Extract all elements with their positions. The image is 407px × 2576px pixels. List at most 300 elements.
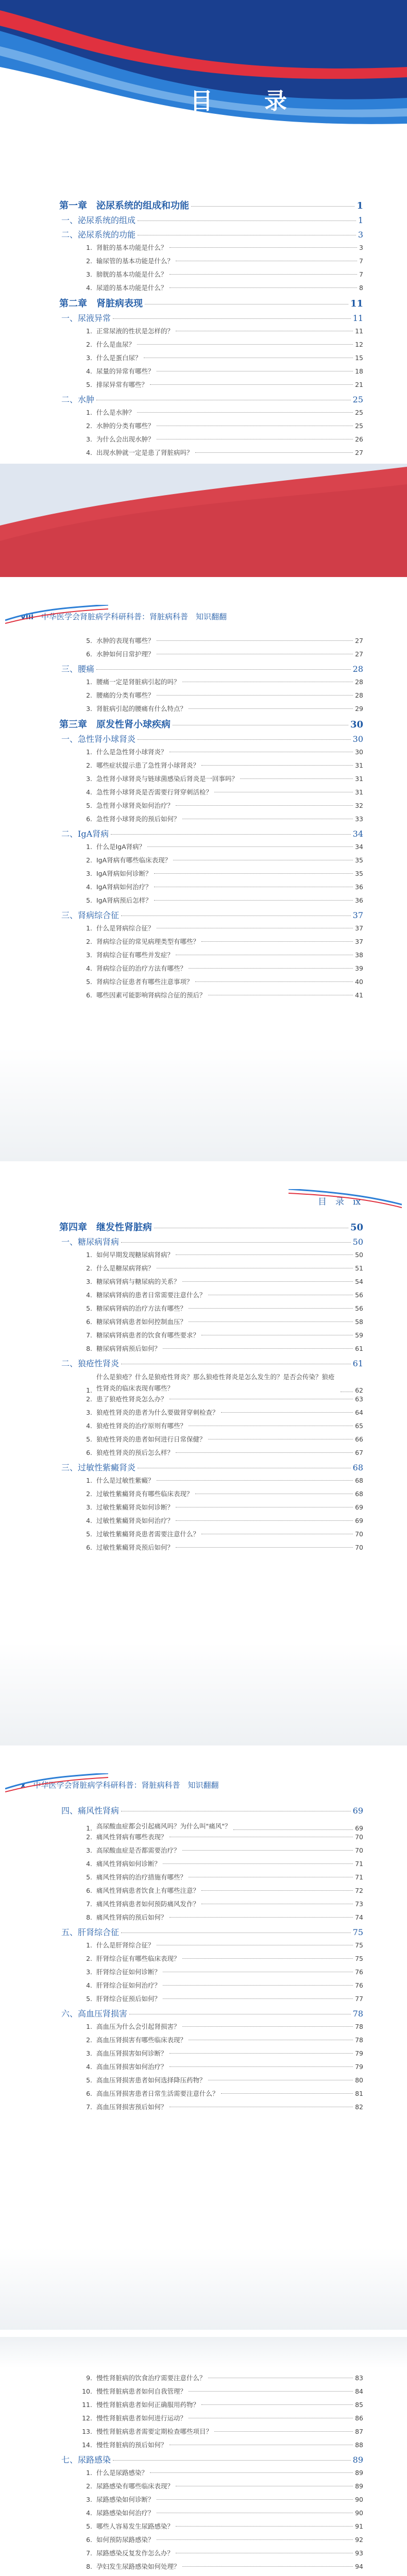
toc-page-1 xyxy=(0,0,407,577)
toc-entry-title: 肾脏的基本功能是什么？ xyxy=(96,244,167,251)
toc-page-number: 54 xyxy=(355,1278,363,1285)
toc-question[interactable] xyxy=(59,1954,363,1967)
dot-leader xyxy=(201,765,353,766)
toc-question[interactable] xyxy=(59,1434,363,1448)
dot-leader xyxy=(189,1308,353,1309)
toc-entry-title: 什么是糖尿病肾病？ xyxy=(96,1264,155,1272)
toc-section[interactable] xyxy=(59,1461,363,1476)
toc-page-number: 31 xyxy=(355,761,363,769)
toc-entry-title: 尿道的基本功能是什么？ xyxy=(96,284,167,292)
toc-entry-title: 过敏性紫癜肾炎如何诊断？ xyxy=(96,1503,174,1511)
toc-section[interactable] xyxy=(59,909,363,923)
toc-page-number: 30 xyxy=(355,748,363,756)
toc-entry-title: 膀胱的基本功能是什么？ xyxy=(96,270,167,278)
toc-question[interactable] xyxy=(59,408,363,421)
dot-leader xyxy=(169,287,358,288)
toc-question-number: 7. xyxy=(86,2549,92,2557)
dot-leader xyxy=(147,846,353,847)
toc-page-number: 90 xyxy=(355,2496,363,2503)
dot-leader xyxy=(121,1242,351,1243)
toc-question[interactable] xyxy=(59,801,363,814)
toc-question[interactable] xyxy=(59,1290,363,1303)
toc-question[interactable] xyxy=(59,1489,363,1502)
toc-question-number: 2. xyxy=(86,856,92,864)
toc-question[interactable] xyxy=(59,1408,363,1421)
cover-wave-art xyxy=(0,0,407,155)
toc-question-number: 4. xyxy=(86,1517,92,1524)
toc-page-number: 11 xyxy=(355,327,363,335)
toc-question[interactable] xyxy=(59,760,363,774)
toc-page-number: 68 xyxy=(355,1490,363,1498)
toc-section[interactable] xyxy=(59,1235,363,1250)
toc-page-number: 76 xyxy=(355,1968,363,1976)
toc-entry-title: 尿路感染如何诊断？ xyxy=(96,2496,155,2503)
toc-question[interactable] xyxy=(59,1371,363,1394)
toc-question-number: 4. xyxy=(86,449,92,456)
toc-section[interactable] xyxy=(59,393,363,408)
toc-page-number: 36 xyxy=(355,896,363,904)
toc-question-number: 5. xyxy=(86,2076,92,2084)
dot-leader xyxy=(201,941,353,942)
toc-question[interactable] xyxy=(59,2089,363,2102)
toc-question[interactable] xyxy=(59,380,363,393)
toc-list xyxy=(59,1804,363,2115)
toc-question[interactable] xyxy=(59,2062,363,2075)
toc-question[interactable] xyxy=(59,963,363,977)
toc-question[interactable] xyxy=(59,1819,363,1832)
toc-list xyxy=(59,198,363,461)
toc-question[interactable] xyxy=(59,649,363,663)
header-swoosh-art xyxy=(5,605,108,625)
toc-question[interactable] xyxy=(59,895,363,909)
toc-page-number: 37 xyxy=(352,910,363,920)
toc-question[interactable] xyxy=(59,2373,363,2386)
toc-question[interactable] xyxy=(59,950,363,963)
toc-question-number: 4. xyxy=(86,1981,92,1989)
toc-page-number: 74 xyxy=(355,1913,363,1921)
toc-entry-title: 肝肾综合征如何治疗？ xyxy=(96,1981,161,1989)
toc-question-number: 1. xyxy=(86,2469,92,2477)
toc-entry-title: 急性肾小球肾炎与链球菌感染后肾炎是一回事吗？ xyxy=(96,775,239,783)
toc-page-number: 25 xyxy=(355,422,363,430)
toc-page-number: 29 xyxy=(355,705,363,713)
toc-question[interactable] xyxy=(59,421,363,434)
toc-entry-title: 痛风性肾病如何诊断？ xyxy=(96,1860,161,1868)
toc-entry-title: 三、腰痛 xyxy=(61,664,95,674)
toc-question[interactable] xyxy=(59,869,363,882)
toc-question-number: 5. xyxy=(86,2522,92,2530)
toc-page-number: 35 xyxy=(355,856,363,864)
toc-page-number: 68 xyxy=(352,1463,363,1472)
toc-entry-title: 糖尿病肾病的患者日常需要注意什么？ xyxy=(96,1291,206,1299)
toc-section[interactable] xyxy=(59,1926,363,1940)
toc-question[interactable] xyxy=(59,2386,363,2400)
toc-question[interactable] xyxy=(59,2102,363,2115)
toc-entry-title: 狼疮性肾炎的患者为什么要做肾穿刺检查？ xyxy=(96,1409,219,1416)
toc-question-number: 6. xyxy=(86,1544,92,1551)
toc-entry-title: 过敏性紫癜肾炎如何治疗？ xyxy=(96,1517,174,1524)
toc-question-number: 3. xyxy=(86,354,92,362)
toc-entry-title: 痛风性肾病有哪些表现？ xyxy=(96,1833,167,1841)
toc-question[interactable] xyxy=(59,677,363,690)
toc-question[interactable] xyxy=(59,1502,363,1516)
toc-question-number: 3. xyxy=(86,1846,92,1854)
toc-entry-title: 什么是水肿？ xyxy=(96,409,135,416)
toc-question[interactable] xyxy=(59,1421,363,1434)
toc-entry-title: 尿路感染反复发作怎么办？ xyxy=(96,2549,174,2557)
dot-leader xyxy=(189,708,353,709)
page-number: x xyxy=(21,1781,26,1790)
toc-page-number: 36 xyxy=(355,883,363,891)
toc-entry-title: IgA肾病如何治疗？ xyxy=(96,883,152,891)
toc-page-number: 18 xyxy=(355,367,363,375)
toc-question[interactable] xyxy=(59,2048,363,2062)
toc-question[interactable] xyxy=(59,1872,363,1886)
dot-leader xyxy=(176,805,353,806)
toc-chapter[interactable] xyxy=(59,198,363,214)
toc-question[interactable] xyxy=(59,977,363,990)
toc-page-number: 28 xyxy=(355,691,363,699)
toc-question[interactable] xyxy=(59,1940,363,1954)
toc-question-number: 2. xyxy=(86,761,92,769)
toc-question[interactable] xyxy=(59,256,363,269)
toc-question[interactable] xyxy=(59,366,363,380)
toc-question[interactable] xyxy=(59,1994,363,2007)
toc-page-number: 51 xyxy=(355,1264,363,1272)
toc-entry-title: 一、泌尿系统的组成 xyxy=(61,215,136,225)
toc-question[interactable] xyxy=(59,2022,363,2035)
toc-question-number: 3. xyxy=(86,435,92,443)
toc-list xyxy=(59,1220,363,1556)
toc-question[interactable] xyxy=(59,1886,363,1899)
toc-question[interactable] xyxy=(59,1250,363,1263)
toc-question[interactable] xyxy=(59,1394,363,1408)
toc-entry-title: 肝肾综合征预后如何？ xyxy=(96,1995,161,2003)
toc-question[interactable] xyxy=(59,2075,363,2089)
toc-question-number: 7. xyxy=(86,1331,92,1339)
toc-page-number: 25 xyxy=(355,409,363,416)
toc-question[interactable] xyxy=(59,283,363,296)
toc-entry-title: 第二章 肾脏病表现 xyxy=(59,298,143,309)
toc-entry-title: 慢性肾脏病患者如何正确服用药物？ xyxy=(96,2401,200,2409)
toc-question-number: 4. xyxy=(86,367,92,375)
toc-question[interactable] xyxy=(59,1330,363,1344)
toc-question-number: 5. xyxy=(86,1995,92,2003)
toc-question-number: 1. xyxy=(86,1941,92,1949)
toc-question[interactable] xyxy=(59,1476,363,1489)
toc-page-number: 69 xyxy=(355,1503,363,1511)
toc-page-number: 41 xyxy=(355,991,363,999)
toc-chapter[interactable] xyxy=(59,296,363,312)
dot-leader xyxy=(182,1958,353,1959)
toc-entry-title: 一、尿液异常 xyxy=(61,313,111,323)
toc-question[interactable] xyxy=(59,353,363,366)
toc-question[interactable] xyxy=(59,990,363,1004)
toc-question-number: 4. xyxy=(86,284,92,292)
toc-question-number: 4. xyxy=(86,788,92,796)
toc-question[interactable] xyxy=(59,1845,363,1859)
toc-entry-title: 水肿的表现有哪些？ xyxy=(96,637,155,645)
toc-question[interactable] xyxy=(59,937,363,950)
toc-question[interactable] xyxy=(59,2548,363,2562)
toc-question-number: 3. xyxy=(86,1278,92,1285)
toc-section[interactable] xyxy=(59,733,363,747)
toc-page-number: 89 xyxy=(355,2482,363,2490)
toc-entry-title: 为什么会出现水肿？ xyxy=(96,435,155,443)
toc-chapter[interactable] xyxy=(59,717,363,733)
toc-page-number: 31 xyxy=(355,788,363,796)
toc-page-number: 7 xyxy=(359,270,363,278)
toc-question-number: 5. xyxy=(86,896,92,904)
toc-question-number: 3. xyxy=(86,2496,92,2503)
dot-leader xyxy=(157,2499,353,2500)
toc-question[interactable] xyxy=(59,1277,363,1290)
toc-entry-title: 痛风性肾病患者饮食上有哪些注意？ xyxy=(96,1887,200,1894)
toc-question[interactable] xyxy=(59,2535,363,2548)
toc-question[interactable] xyxy=(59,1344,363,1357)
toc-question[interactable] xyxy=(59,1303,363,1317)
dot-leader xyxy=(157,1480,353,1481)
toc-section[interactable] xyxy=(59,663,363,677)
toc-question[interactable] xyxy=(59,340,363,353)
toc-question[interactable] xyxy=(59,2481,363,2495)
toc-page-number: 90 xyxy=(355,2509,363,2517)
toc-entry-title: 什么是过敏性紫癜？ xyxy=(96,1477,155,1484)
toc-question[interactable] xyxy=(59,2035,363,2048)
toc-question[interactable] xyxy=(59,2508,363,2521)
toc-entry-title: 二、水肿 xyxy=(61,395,95,404)
toc-page-number: 76 xyxy=(355,1981,363,1989)
toc-entry-title: 慢性肾脏病患者如何自我管理？ xyxy=(96,2387,187,2395)
toc-question-number: 6. xyxy=(86,2090,92,2097)
toc-question[interactable] xyxy=(59,774,363,787)
toc-page-number: 50 xyxy=(350,1222,363,1233)
toc-question-number: 7. xyxy=(86,2103,92,2111)
toc-question-number: 2. xyxy=(86,938,92,945)
toc-entry-title: 高血压肾损害患者如何选择降压药物？ xyxy=(96,2076,206,2084)
toc-question[interactable] xyxy=(59,923,363,937)
toc-question[interactable] xyxy=(59,269,363,283)
toc-question-number: 5. xyxy=(86,1530,92,1538)
toc-question-number: 1. xyxy=(86,1251,92,1259)
toc-question[interactable] xyxy=(59,1543,363,1556)
dot-leader xyxy=(137,344,353,345)
toc-question[interactable] xyxy=(59,1967,363,1980)
dot-leader xyxy=(157,2539,353,2540)
toc-question-number: 5. xyxy=(86,1304,92,1312)
toc-entry-title: 患了狼疮性肾炎怎么办？ xyxy=(96,1395,167,1403)
toc-section[interactable] xyxy=(59,228,363,243)
toc-page-number: 35 xyxy=(355,870,363,877)
toc-entry-title: 慢性肾脏病的饮食治疗需要注意什么？ xyxy=(96,2374,206,2382)
toc-page-number: 8 xyxy=(359,284,363,292)
toc-question[interactable] xyxy=(59,2521,363,2535)
dot-leader xyxy=(191,206,354,207)
toc-page-number: 39 xyxy=(355,964,363,972)
toc-entry-title: 排尿异常有哪些？ xyxy=(96,381,148,388)
toc-entry-title: 糖尿病肾病的治疗方法有哪些？ xyxy=(96,1304,187,1312)
toc-entry-title: 尿量的异常有哪些？ xyxy=(96,367,155,375)
toc-question-number: 1. xyxy=(86,2023,92,2030)
toc-section[interactable] xyxy=(59,214,363,228)
toc-question[interactable] xyxy=(59,2495,363,2508)
dot-leader xyxy=(113,2460,351,2461)
toc-page-number: 69 xyxy=(355,1824,363,1832)
toc-entry-title: 孕妇发生尿路感染如何处理？ xyxy=(96,2563,180,2570)
dot-leader xyxy=(176,1452,353,1453)
toc-question[interactable] xyxy=(59,434,363,448)
toc-question[interactable] xyxy=(59,2440,363,2453)
toc-question[interactable] xyxy=(59,787,363,801)
toc-page-number: 28 xyxy=(352,664,363,674)
toc-question[interactable] xyxy=(59,747,363,760)
toc-chapter[interactable] xyxy=(59,1220,363,1235)
running-head: 目 录 ix xyxy=(317,1197,361,1207)
toc-page-number: 70 xyxy=(355,1833,363,1841)
toc-question[interactable] xyxy=(59,448,363,461)
toc-question-number: 2. xyxy=(86,1833,92,1841)
dot-leader xyxy=(113,318,351,319)
toc-entry-title: 如何早期发现糖尿病肾病？ xyxy=(96,1251,174,1259)
toc-section[interactable] xyxy=(59,1804,363,1819)
toc-question[interactable] xyxy=(59,1448,363,1461)
toc-question[interactable] xyxy=(59,1859,363,1872)
toc-question[interactable] xyxy=(59,1263,363,1277)
toc-page-number: 31 xyxy=(355,775,363,783)
toc-page-number: 26 xyxy=(355,435,363,443)
toc-question-number: 3. xyxy=(86,775,92,783)
toc-question[interactable] xyxy=(59,1317,363,1330)
toc-page-number: 27 xyxy=(355,449,363,456)
footer-wave-art xyxy=(0,464,407,577)
toc-question-number: 6. xyxy=(86,1887,92,1894)
dot-leader xyxy=(111,834,351,835)
toc-entry-title: 水肿如何日常护理？ xyxy=(96,650,155,658)
toc-question[interactable] xyxy=(59,882,363,895)
toc-question[interactable] xyxy=(59,690,363,704)
toc-question-number: 4. xyxy=(86,1422,92,1430)
toc-page-number: 71 xyxy=(355,1873,363,1881)
toc-question[interactable] xyxy=(59,1832,363,1845)
header-swoosh-art xyxy=(5,1773,108,1794)
toc-entry-title: IgA肾病有哪些临床表现？ xyxy=(96,856,172,864)
page-bottom-shade xyxy=(0,1642,407,1745)
toc-section[interactable] xyxy=(59,1357,363,1371)
toc-question[interactable] xyxy=(59,1912,363,1926)
toc-entry-title: 三、过敏性紫癜肾炎 xyxy=(61,1463,136,1472)
toc-question-number: 8. xyxy=(86,1913,92,1921)
toc-entry-title: 痛风性肾病的治疗措施有哪些？ xyxy=(96,1873,187,1881)
toc-page-number: 72 xyxy=(355,1887,363,1894)
toc-entry-title: IgA肾病如何诊断？ xyxy=(96,870,152,877)
toc-page-number: 11 xyxy=(350,298,363,309)
toc-question[interactable] xyxy=(59,814,363,827)
toc-page-number: 38 xyxy=(355,951,363,959)
toc-entry-title: 腰痛一定是肾脏病引起的吗？ xyxy=(96,678,180,686)
toc-question[interactable] xyxy=(59,636,363,649)
toc-page-number: 61 xyxy=(352,1359,363,1368)
toc-page-number: 69 xyxy=(352,1806,363,1816)
toc-question[interactable] xyxy=(59,842,363,855)
toc-question[interactable] xyxy=(59,1899,363,1912)
toc-question[interactable] xyxy=(59,855,363,869)
toc-page-number: 12 xyxy=(355,341,363,348)
toc-question[interactable] xyxy=(59,2413,363,2427)
toc-list xyxy=(59,636,363,1004)
toc-page-4 xyxy=(0,1753,407,2330)
toc-entry-title: 出现水肿就一定是患了肾脏病吗？ xyxy=(96,449,193,456)
toc-entry-title: 过敏性紫癜肾炎有哪些临床表现？ xyxy=(96,1490,193,1498)
dot-leader xyxy=(201,1890,353,1891)
toc-question-number: 7. xyxy=(86,1900,92,1908)
toc-question-number: 6. xyxy=(86,815,92,823)
toc-question[interactable] xyxy=(59,2427,363,2440)
toc-question[interactable] xyxy=(59,1980,363,1994)
dot-leader xyxy=(137,412,353,413)
toc-question-number: 3. xyxy=(86,705,92,713)
toc-page-number: 11 xyxy=(352,313,363,323)
dot-leader xyxy=(182,1281,353,1282)
toc-question-number: 1. xyxy=(86,244,92,251)
toc-entry-title: 什么是蛋白尿？ xyxy=(96,354,142,362)
toc-question[interactable] xyxy=(59,326,363,340)
toc-question[interactable] xyxy=(59,1516,363,1529)
toc-question-number: 4. xyxy=(86,1291,92,1299)
toc-question-number: 5. xyxy=(86,802,92,809)
toc-question-number: 3. xyxy=(86,270,92,278)
toc-list xyxy=(59,2373,363,2576)
toc-entry-title: 肾病综合征的常见病理类型有哪些？ xyxy=(96,938,200,945)
dot-leader xyxy=(150,384,353,385)
toc-question[interactable] xyxy=(59,1529,363,1543)
toc-question[interactable] xyxy=(59,2468,363,2481)
running-head-text: 中华医学会肾脏病学科研科普：肾脏病科普 知识翻翻 xyxy=(41,612,227,621)
toc-entry-title: 第四章 继发性肾脏病 xyxy=(59,1222,152,1233)
toc-question-number: 4. xyxy=(86,2509,92,2517)
toc-question[interactable] xyxy=(59,243,363,256)
toc-section[interactable] xyxy=(59,827,363,842)
toc-question-number: 2. xyxy=(86,257,92,265)
toc-question[interactable] xyxy=(59,704,363,717)
toc-question-number: 10. xyxy=(82,2387,92,2395)
toc-page-number: 78 xyxy=(355,2023,363,2030)
toc-entry-title: 腰痛的分类有哪些？ xyxy=(96,691,155,699)
toc-question[interactable] xyxy=(59,2400,363,2413)
toc-section[interactable] xyxy=(59,2007,363,2022)
toc-page-number: 79 xyxy=(355,2063,363,2071)
toc-question[interactable] xyxy=(59,2562,363,2575)
toc-entry-title: 什么是IgA肾病？ xyxy=(96,843,146,851)
toc-entry-title: 一、糖尿病肾病 xyxy=(61,1237,120,1247)
toc-entry-title: 什么是血尿？ xyxy=(96,341,135,348)
toc-section[interactable] xyxy=(59,312,363,326)
toc-page-number: 77 xyxy=(355,1995,363,2003)
toc-page-number: 80 xyxy=(355,2076,363,2084)
toc-question-number: 6. xyxy=(86,991,92,999)
toc-page-number: 73 xyxy=(355,1900,363,1908)
toc-page-number: 70 xyxy=(355,1846,363,1854)
toc-entry-title: 尿路感染有哪些临床表现？ xyxy=(96,2482,174,2490)
toc-page-number: 70 xyxy=(355,1530,363,1538)
toc-entry-title: 急性肾小球肾炎如何治疗？ xyxy=(96,802,174,809)
page-bottom-shade xyxy=(0,1048,407,1161)
toc-question-number: 5. xyxy=(86,1873,92,1881)
toc-entry-title: 狼疮性肾炎的预后怎么样？ xyxy=(96,1449,174,1456)
toc-page-number: 3 xyxy=(359,244,363,251)
toc-question-number: 6. xyxy=(86,2536,92,2544)
dot-leader xyxy=(169,2066,353,2067)
toc-section[interactable] xyxy=(59,2453,363,2468)
